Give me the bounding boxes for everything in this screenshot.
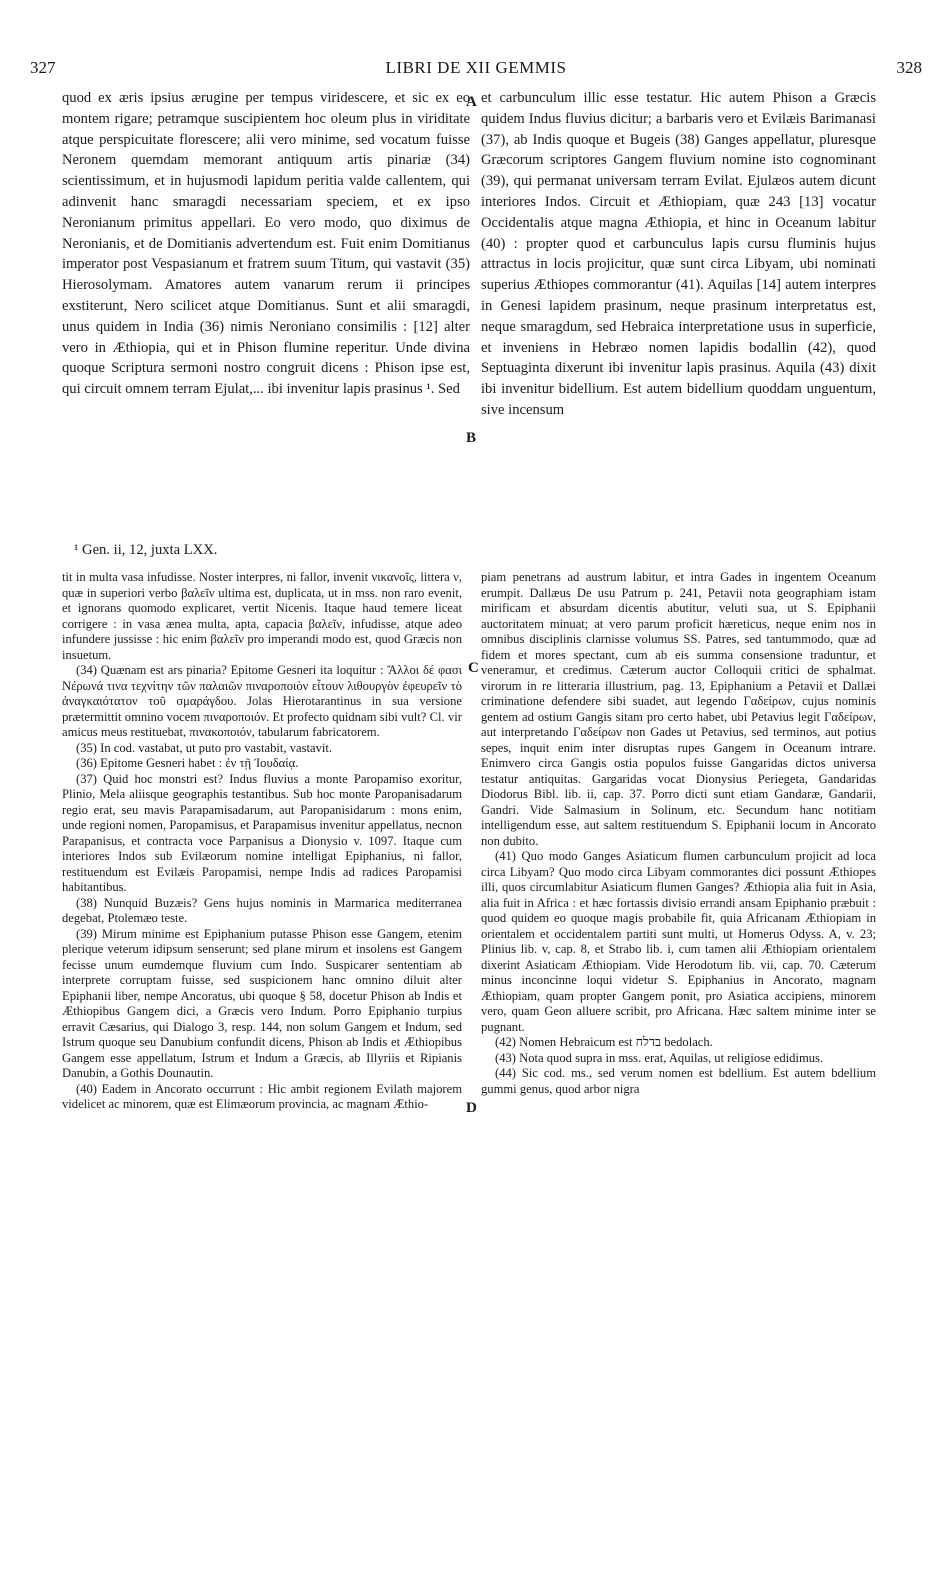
note-paragraph: (36) Epitome Gesneri habet : ἐν τῇ Ἰουδαίᾳ.: [76, 756, 299, 770]
note-paragraph: (40) Eadem in Ancorato occurrunt : Hic ambit regionem Evilath majorem videlicet ac minorem, quæ est Elimæorum provincia, ac magnam Æthio-: [62, 1081, 462, 1111]
note-paragraph: (34) Quænam est ars pinaria? Epitome Gesneri ita loquitur : Ἄλλοι δέ φασι Νέρωνά τινα τεχνίτην τῶν παλαιῶν πιναροποιὸν εἶτουν λιθουργὸν ἐφευρεῖν τὸ ἀναγκαιότατον τοῦ σμαράγδου. Jolas Hierotarantinus in sua versione prætermittit omnino vocem πιναροποιόν. Et profecto quidnam sibi vult? Cl. vir amicus meus restituebat, πινακοποιόν, tabularum fabricatorem.: [62, 663, 462, 739]
main-text-right-column: [481, 88, 876, 533]
note-paragraph: (44) Sic cod. ms., sed verum nomen est bdellium. Est autem bdellium gummi genus, quod arbor nigra: [481, 1066, 876, 1096]
page-number-right: 328: [896, 58, 922, 77]
margin-marker-d: D: [466, 1100, 477, 1116]
notes-left-column: [62, 570, 462, 1530]
note-paragraph: (39) Mirum minime est Epiphanium putasse Phison esse Gangem, etenim plerique veterum idipsum senserunt; sed plane mirum et insolens est Gangem fecisse unum eumdemque fluvium cum Indo. Suspicarer sententiam ab interprete corruptam fuisse, sed suspicionem hanc omnino diluit alter Epiphanii liber, nempe Ancoratus, ubi quoque § 58, docetur Phison ab Indis et Æthiopibus Gangem dici, a Græcis vero Indum. Porro Epiphanio turpius erravit Cæsarius, qui Dialogo 3, resp. 144, non solum Gangem et Indum, sed Istrum quoque seu Danubium confundit dicens, Phison ab Indis et Æthiopibus Gangem esse appellatum, Istrum et Indum a Græcis, ab Illyriis et Ripianis Danubin, a Gothis Dounautin.: [62, 926, 462, 1080]
footnote: ¹ Gen. ii, 12, juxta LXX.: [74, 542, 218, 558]
main-text-left-column: [62, 88, 470, 533]
running-title: LIBRI DE XII GEMMIS: [385, 58, 567, 77]
running-header: [30, 58, 922, 84]
margin-marker-a: A: [466, 94, 477, 110]
main-paragraph: quod ex æris ipsius ærugine per tempus viridescere, et sic ex eo montem rigare; petramque suscipientem hoc oleum plus in viriditate atque perspicuitate florescere; alii vero minime, sed vocatum fuisse Neronem quemdam memorant antiquum artis pinariæ (34) scientissimum, et in hujusmodi lapidum peritia valde callentem, qui adinvenit hanc smaragdi necessariam speciem, et ex ipso Neronianum primitus appellari. Eo vero modo, quo diximus de Neronianis, et de Domitianis advertendum est. Fuit enim Domitianus imperator post Vespasianum et fratrem suum Titum, qui vastavit (35) Hierosolymam. Amatores autem vanarum rerum ii principes exstiterunt, Nero scilicet atque Domitianus. Sunt et alii smaragdi, unus quidem in India (36) nimis Neroniano consimilis : [12] alter vero in Æthiopia, qui et in Phison flumine reperitur. Unde divina quoque Scriptura sermoni nostro congruit dicens : Phison ipse est, qui circuit omnem terram Ejulat,... ibi invenitur lapis prasinus ¹. Sed: [62, 90, 470, 398]
notes-right-column: [481, 570, 876, 1530]
page-number-left: 327: [30, 58, 56, 77]
note-paragraph: (41) Quo modo Ganges Asiaticum flumen carbunculum projicit ad loca circa Libyam? Quo modo circa Libyam commorantes dici possunt Æthiopes illi, quos circumlabitur Asiaticum flumen Ganges? Æthiopia alia fuit in Asia, alia fuit in Africa : et hæc fortassis divisio errandi ansam Epiphanio præbuit : quod quidem eo quoque magis probabile fit, quia Africanam Æthiopiam in orientalem et occidentalem partiti sunt multi, ut Homerus Odyss. A, v. 23; Plinius lib. v, cap. 8, et Strabo lib. i, cum tamen alii Æthiopiam orientalem dixerint Asiaticam Æthiopiam. Vide Herodotum lib. vii, cap. 70. Cæterum minus inconcinne loqui videtur S. Epiphanius in Ancorato, magnam Æthiopiam, quam propter Gangem ponit, pro Asiatica accipiens, minorem vero, quam Geon alluere scribit, pro Africana. Hæc saltem minime inter se pugnant.: [481, 849, 876, 1034]
margin-marker-b: B: [466, 430, 477, 446]
note-paragraph: (43) Nota quod supra in mss. erat, Aquilas, ut religiose edidimus.: [495, 1050, 824, 1065]
note-paragraph: (42) Nomen Hebraicum est בדלח bedolach.: [495, 1035, 713, 1049]
note-paragraph: (38) Nunquid Buzæis? Gens hujus nominis in Marmarica mediterranea degebat, Ptolemæo teste.: [62, 895, 462, 925]
main-paragraph: et carbunculum illic esse testatur. Hic autem Phison a Græcis quidem Indus fluvius dicitur; a barbaris vero et Evilæis Barimanasi (37), ab Indis quoque et Bugeis (38) Ganges appellatur, pluresque Græcorum scriptores Gangem fluvium nomine isto cognominant (39), qui permanat universam terram Evilat. Ejulæos autem dicunt interiores Indos. Circuit et Æthiopiam, quæ 243 [13] vocatur Occidentalis atque magna Æthiopia, et hinc in Oceanum labitur (40) : propter quod et carbunculus lapis cursu fluminis hujus attractus in locis projicitur, quæ sunt circa Libyam, ubi nominati superius Æthiopes commorantur (41). Aquilas [14] autem interpres in Genesi lapidem prasinum, neque prasinum interpretatus est, neque smaragdum, sed Hebraica interpretatione usus in superficie, et inveniens in Hebræo nomen lapidis bodallin (42), quod Septuaginta dixerunt ibi invenitur lapis prasinus. Aquila (43) dixit ibi invenitur bidellium. Est autem bidellium quoddam unguentum, sive incensum: [481, 90, 876, 418]
note-paragraph: piam penetrans ad austrum labitur, et intra Gades in ingentem Oceanum erumpit. Dallæus De usu Patrum p. 241, Petavii nota geographiam istam mirificam et absurdam dicentis abutitur, veluti sua, ut S. Epiphanii auctoritatem minuat; at vero parum proficit hæreticus, neque enim nos in omnibus disciplinis clarnisse volumus SS. Patres, sed tantummodo, quæ ad fidem et mores spectant, cum ab eis summa consensione traduntur, et veneramur, et credimus. Cæterum auctor Colloquii critici de sphalmat. virorum in re litteraria illustrium, pag. 13, Epiphanium a Petavii et Dallæi criminatione defendere sibi suadet, aut legendo Γαδείρων, cujus nominis gentem ad ostium Gangis sitam pro certo habet, ubi Petavius legit Γαδείρων, aut interpretando Γαδείρων non Gades ut Petavius, sed terminos, aut potius sepes, inquit enim inter disruptas rupes Gangem in Oceanum intrare. Enimvero circa Gangis ostia populos fuisse Gangaridas dictos universa testatur antiquitas. Gargaridas vocat Dionysius Periegeta, Gandaridas Diodorus Bibl. lib. ii, cap. 37. Porro dicti sunt etiam Gandaræ, Gandarii, Gandri. Vide Salmasium in Solinum, etc. Secundum hanc notitiam intelligendum esse, aut saltem restituendum S. Epiphanii locum in Ancorato non dubito.: [481, 570, 876, 848]
note-paragraph: (37) Quid hoc monstri est? Indus fluvius a monte Paropamiso exoritur, Plinio, Mela aliisque geographis testantibus. Sub hoc monte Paropanisadarum regio erat, seu mavis Parapamisadarum, aut Paropanisidarum : mons enim, unde regioni nomen, Paropamisus, et Parapamisus invenitur appellatus, necnon Parapanisus, et contracta voce Parpanisus a Dionysio v. 1097. Itaque cum interiores Indos sub Evilæorum nomine intelligat Epiphanius, ni fallor, restituendum est Evilæis Paropamisi, nempe Indis ad radices Paropamisi habitantibus.: [62, 771, 462, 894]
note-paragraph: (35) In cod. vastabat, ut puto pro vastabit, vastavit.: [76, 740, 333, 755]
note-paragraph: tit in multa vasa infudisse. Noster interpres, ni fallor, invenit νικανοῖς, littera ν, quæ in superiori verbo βαλεῖν ultima est, duplicata, ut in mss. non raro evenit, et ignorans quomodo explicaret, vertit Nicenis. Itaque haud temere liceat corrigere : in vasa ænea multa, apta, capacia βαλεῖν, infudisse, atque adeo infundere jussisse : hic enim βαλεῖν pro imperandi modo est, quod Græcis non insuetum.: [62, 570, 462, 662]
margin-marker-c: C: [468, 660, 479, 676]
